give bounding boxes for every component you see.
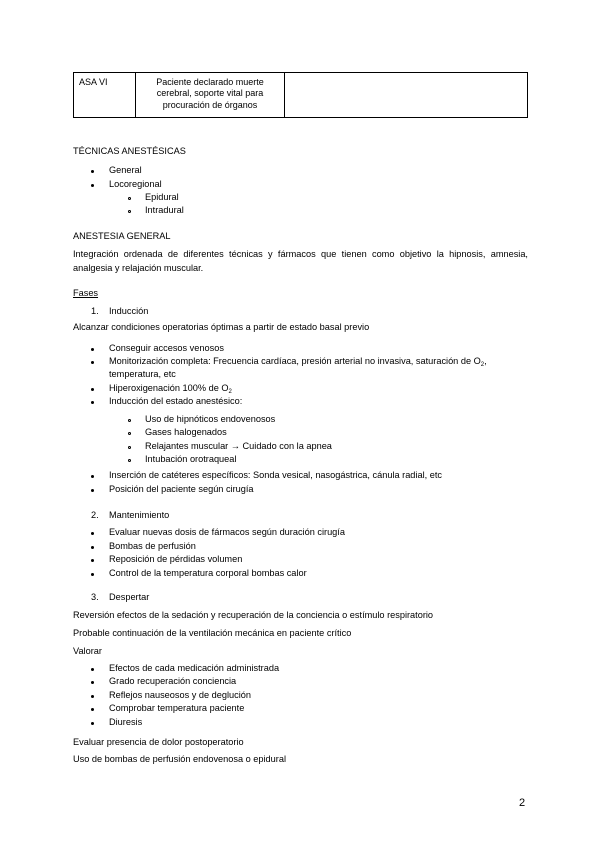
bullet-icon (91, 184, 94, 187)
bullet-icon (91, 573, 94, 576)
asa-empty-cell (285, 73, 528, 118)
table-row (74, 73, 528, 118)
despertar-line: Probable continuación de la ventilación mecánica en paciente crítico (73, 628, 352, 638)
list-item: Hiperoxigenación 100% de $O_2$ (109, 383, 232, 395)
bullet-icon (91, 361, 94, 364)
asa-class-cell: ASA VI (74, 73, 136, 118)
induccion-intro: Alcanzar condiciones operatorias óptimas a partir de estado basal previo (73, 322, 370, 332)
phase-title-mantenimiento: Mantenimiento (109, 510, 170, 520)
list-item: Conseguir accesos venosos (109, 343, 224, 353)
list-item: Diuresis (109, 717, 143, 727)
phase-number: 3. (91, 592, 99, 602)
list-item: Uso de hipnóticos endovenosos (145, 414, 276, 424)
circle-bullet-icon (128, 446, 131, 449)
list-item-continuation: temperatura, etc (109, 369, 176, 379)
list-item: Comprobar temperatura paciente (109, 703, 245, 713)
bullet-icon (91, 388, 94, 391)
despertar-line: Evaluar presencia de dolor postoperatorio (73, 737, 244, 747)
asa-table (73, 72, 528, 118)
list-item: Grado recuperación conciencia (109, 676, 237, 686)
circle-bullet-icon (128, 459, 131, 462)
bullet-icon (91, 668, 94, 671)
list-item: Monitorización completa: Frecuencia cardíaca, presión arterial no invasiva, saturación de $O_2$, (109, 356, 487, 368)
bullet-icon (91, 170, 94, 173)
list-item: Relajantes muscular → Cuidado con la apnea (145, 441, 332, 451)
valorar-label: Valorar (73, 646, 102, 656)
list-item: Intradural (145, 205, 184, 215)
bullet-icon (91, 708, 94, 711)
circle-bullet-icon (128, 419, 131, 422)
bullet-icon (91, 695, 94, 698)
bullet-icon (91, 681, 94, 684)
asa-description-cell: Paciente declarado muerte cerebral, soporte vital para procuración de órganos (136, 73, 285, 118)
bullet-icon (91, 348, 94, 351)
section-title-general: ANESTESIA GENERAL (73, 231, 171, 241)
list-item: Bombas de perfusión (109, 541, 196, 551)
section-title-tecnicas: TÉCNICAS ANESTÉSICAS (73, 146, 186, 156)
general-definition: Integración ordenada de diferentes técnicas y fármacos que tienen como objetivo la hipnosis, amnesia, analgesia y relajación muscular. (73, 249, 528, 273)
bullet-icon (91, 489, 94, 492)
list-item: Inducción del estado anestésico: (109, 396, 243, 406)
list-item: Control de la temperatura corporal bombas calor (109, 568, 307, 578)
circle-bullet-icon (128, 210, 131, 213)
list-item: Inserción de catéteres específicos: Sonda vesical, nasogástrica, cánula radial, etc (109, 470, 442, 480)
phase-title-induccion: Inducción (109, 306, 149, 316)
list-item: Reflejos nauseosos y de deglución (109, 690, 251, 700)
list-item: Epidural (145, 192, 179, 202)
despertar-line: Reversión efectos de la sedación y recuperación de la conciencia o estímulo respiratorio (73, 610, 434, 620)
list-item: Evaluar nuevas dosis de fármacos según duración cirugía (109, 527, 345, 537)
despertar-line: Uso de bombas de perfusión endovenosa o epidural (73, 754, 286, 764)
list-item: Efectos de cada medicación administrada (109, 663, 280, 673)
phase-number: 1. (91, 306, 99, 316)
list-item: Gases halogenados (145, 427, 227, 437)
bullet-icon (91, 401, 94, 404)
bullet-icon (91, 532, 94, 535)
page-number: 2 (519, 797, 526, 809)
bullet-icon (91, 475, 94, 478)
list-item: Reposición de pérdidas volumen (109, 554, 243, 564)
phase-title-despertar: Despertar (109, 592, 150, 602)
list-item: General (109, 165, 142, 175)
list-item: Intubación orotraqueal (145, 454, 237, 464)
bullet-icon (91, 559, 94, 562)
fases-title: Fases (73, 288, 99, 298)
list-item: Posición del paciente según cirugía (109, 484, 254, 494)
bullet-icon (91, 722, 94, 725)
bullet-icon (91, 546, 94, 549)
list-item: Locoregional (109, 179, 162, 189)
circle-bullet-icon (128, 432, 131, 435)
phase-number: 2. (91, 510, 99, 520)
circle-bullet-icon (128, 197, 131, 200)
